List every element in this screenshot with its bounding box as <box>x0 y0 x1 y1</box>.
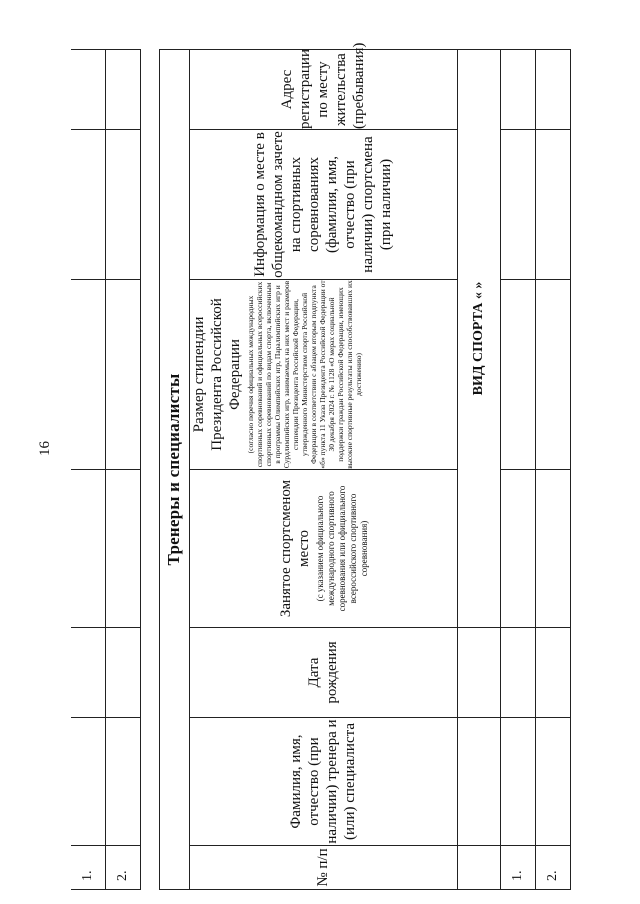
col-header-place-title: Занятое спортсменом место <box>277 479 312 618</box>
empty-cell <box>501 280 536 470</box>
col-header-place-note: (с указанием официального международного спортивного соревнования или официального всероссийского спортивного соревнования) <box>314 485 369 612</box>
empty-cell <box>501 130 536 280</box>
col-header-team-info: Информация о месте в общекомандном зачете на спортивных соревнованиях (фамилия, имя, отчество (при наличии) спортсмена (при наличии) <box>189 130 458 280</box>
empty-cell <box>536 280 571 470</box>
table-row <box>106 50 141 890</box>
empty-cell <box>536 628 571 718</box>
table-gap <box>141 50 160 890</box>
empty-cell <box>71 280 106 470</box>
coaches-table <box>71 42 571 890</box>
empty-cell <box>458 718 501 846</box>
col-header-number: № п/п <box>189 846 458 890</box>
empty-cell <box>458 628 501 718</box>
table-row <box>71 50 106 890</box>
empty-cell <box>106 718 141 846</box>
empty-cell <box>71 628 106 718</box>
empty-cell <box>536 130 571 280</box>
sport-type-label: ВИД СПОРТА « » <box>458 50 501 628</box>
empty-cell <box>106 628 141 718</box>
header-row <box>189 50 458 890</box>
empty-cell <box>71 470 106 628</box>
empty-cell <box>536 50 571 130</box>
table-row <box>160 50 190 890</box>
empty-cell <box>536 718 571 846</box>
empty-cell <box>71 130 106 280</box>
page-number: 16 <box>37 441 53 456</box>
table-row <box>501 50 536 890</box>
empty-cell <box>536 470 571 628</box>
empty-cell <box>106 280 141 470</box>
row-number: 2. <box>536 846 571 890</box>
col-header-place <box>189 470 458 628</box>
empty-cell <box>458 846 501 890</box>
empty-cell <box>501 50 536 130</box>
empty-cell <box>106 50 141 130</box>
empty-cell <box>501 718 536 846</box>
table-row <box>458 50 501 890</box>
empty-cell <box>501 628 536 718</box>
row-number: 1. <box>501 846 536 890</box>
empty-cell <box>501 470 536 628</box>
rotated-landscape-page <box>71 42 571 890</box>
row-number: 2. <box>106 846 141 890</box>
table-row <box>536 50 571 890</box>
empty-cell <box>106 470 141 628</box>
col-header-birth-date: Дата рождения <box>189 628 458 718</box>
row-number: 1. <box>71 846 106 890</box>
empty-cell <box>71 718 106 846</box>
col-header-address: Адрес регистрации по месту жительства (пребывания) <box>189 50 458 130</box>
empty-cell <box>71 50 106 130</box>
col-header-stipend <box>189 280 458 470</box>
empty-cell <box>106 130 141 280</box>
col-header-stipend-title: Размер стипендии Президента Российской Федерации <box>190 298 243 451</box>
section-title: Тренеры и специалисты <box>160 50 190 890</box>
col-header-stipend-note: (согласно перечня официальных международных спортивных соревнований и официальных всероссийских спортивных соревнований по видам спорта, включенным в программы Олимпийских игр, Паралимпийских игр и Сурдлимпийских игр, занимаемых на них мест и размеров стипендии Президента Российской Федерации, утвержденного Министерством спорта Российской Федерации в соответствии с абзацем вторым подпункта «б» пункта 11 Указа Президента Российской Федерации от 30 декабря 2024 г. № 1128 «О мерах социальной поддержки граждан Российской Федерации, имеющих высокие спортивные результаты или способствовавших их достижению) <box>245 280 363 469</box>
col-header-name: Фамилия, имя, отчество (при наличии) тренера и (или) специалиста <box>189 718 458 846</box>
